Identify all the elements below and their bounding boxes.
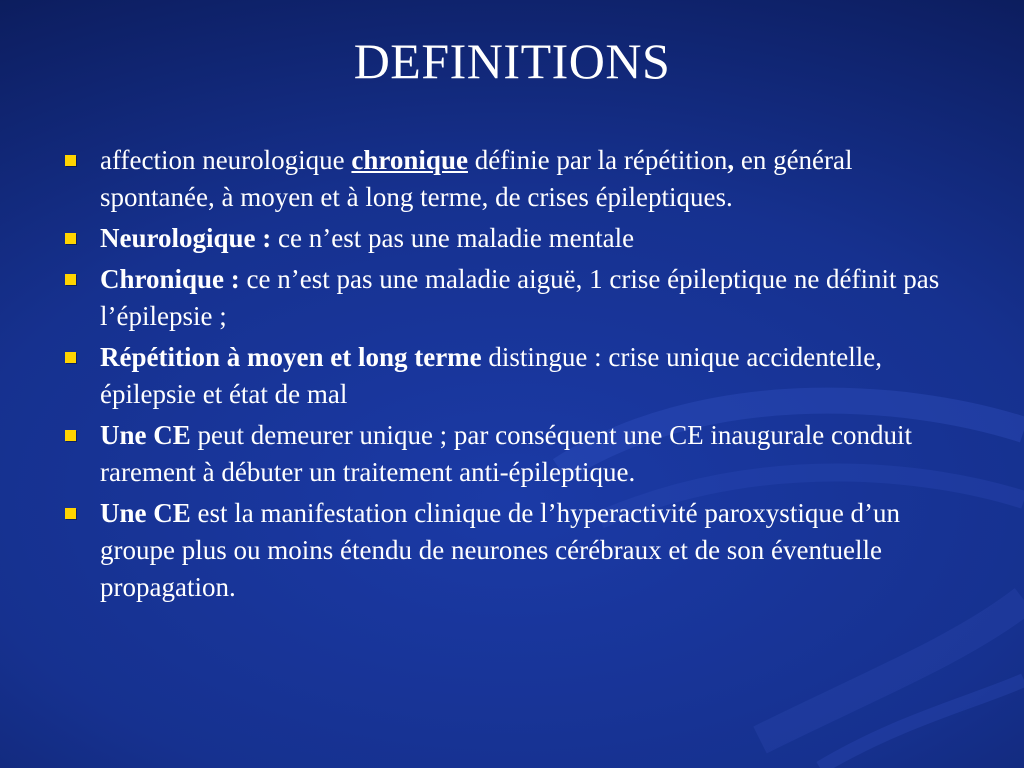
bullet-item xyxy=(62,261,962,335)
bullet-item xyxy=(62,417,962,491)
bullet-square-icon xyxy=(65,508,76,519)
bullet-text: ce n’est pas une maladie mentale xyxy=(271,223,635,253)
bullet-item xyxy=(62,339,962,413)
bullet-term: Une CE xyxy=(100,420,191,450)
bullet-text: est la manifestation clinique de l’hyperactivité paroxystique d’un groupe plus ou moins étendu de neurones cérébraux et de son éventuelle propagation. xyxy=(100,498,901,602)
bullet-emphasis: chronique xyxy=(351,145,468,175)
bullet-square-icon xyxy=(65,233,76,244)
slide-title: DEFINITIONS xyxy=(353,33,671,89)
bullet-term: Une CE xyxy=(100,498,191,528)
bullet-item xyxy=(62,220,962,257)
bullet-text: peut demeurer unique ; par conséquent une CE inaugurale conduit rarement à débuter un traitement anti-épileptique. xyxy=(100,420,913,487)
bullet-text: définie par la répétition xyxy=(467,145,728,175)
bullet-square-icon xyxy=(65,155,76,166)
bullet-square-icon xyxy=(65,274,76,285)
bullet-square-icon xyxy=(65,430,76,441)
bullet-emphasis: , xyxy=(727,145,735,175)
bullet-square-icon xyxy=(65,352,76,363)
bullet-text: ce n’est pas une maladie aiguë, 1 crise épileptique ne définit pas l’épilepsie ; xyxy=(100,264,940,331)
bullet-term: Répétition à moyen et long terme xyxy=(100,342,482,372)
bullet-term: Neurologique : xyxy=(100,223,272,253)
bullet-item xyxy=(62,142,962,216)
bullet-text: en général spontanée, à moyen et à long terme, de crises épileptiques. xyxy=(100,145,853,212)
bullet-text: affection neurologique xyxy=(100,145,352,175)
bullet-item xyxy=(62,495,962,606)
bullet-list xyxy=(62,142,962,610)
bullet-text: distingue : crise unique accidentelle, épilepsie et état de mal xyxy=(100,342,883,409)
bullet-term: Chronique : xyxy=(100,264,240,294)
